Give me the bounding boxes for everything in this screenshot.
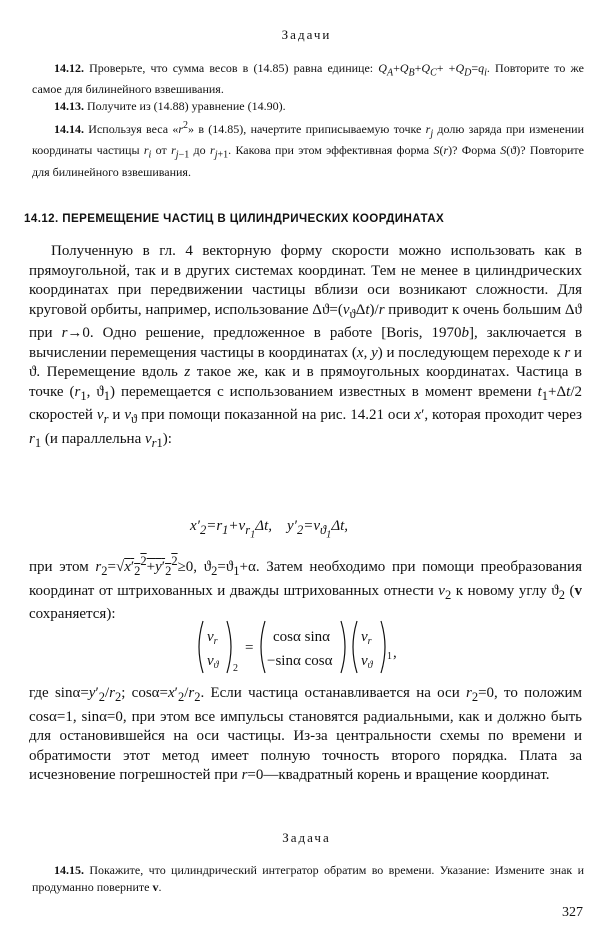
exercise-14-14: 14.14. Используя веса «$r^2$» в (14.85), начертите приписываемую точке $r_j$ долю заряда при изменении координаты частицы $r_i$ от $r_{j-1}$ до $r_{j+1}$. Какова при этом эффективная форма S(r)? Форма S(ϑ)? Повторите для билинейного взвешивания. <box>32 120 585 179</box>
svg-text:1: 1 <box>387 651 392 662</box>
svg-text:−sinα cosα: −sinα cosα <box>267 653 333 669</box>
body-paragraph-3: где $\sin\alpha=y'_2/r_2$; $\cos\alpha=x'_2/r_2$. Если частица останавливается на оси $r_2=0$, то положим cosα=1, sinα=0, при этом все импульсы становятся радиальными, как и должно быть для остановившейся на оси частицы. Из-за центральности схемы по времени и обратимости этот метод имеет полную точность второго порядка. Плата за исчезновение погрешностей при r=0—квадратный корень и вращение координат. <box>29 685 582 783</box>
exercise-14-12: 14.12. Проверьте, что сумма весов в (14.85) равна единице: $Q_A+Q_B+Q_C+ +Q_D=q_i$. Повторите то же самое для билинейного взвешивания. <box>32 61 584 97</box>
exercise-14-13: 14.13. Получите из (14.88) уравнение (14.90). <box>54 99 286 113</box>
svg-text:vϑ: $v_ϑ$ <box>207 653 219 671</box>
tasks-header: Задачи <box>281 27 332 42</box>
exercise-number: 14.15. <box>54 863 84 877</box>
svg-text:,: , <box>393 645 397 661</box>
svg-text:vr: $v_r$ <box>207 629 218 647</box>
svg-text:=: = <box>245 640 254 656</box>
svg-text:cosα sinα: cosα sinα <box>273 629 330 645</box>
body-paragraph-1: Полученную в гл. 4 векторную форму скорости можно использовать как в прямоугольной, так и в других системах координат. Тем не менее в цилиндрических координатах при передвижении частицы вблизи оси возникают сложности. Для круговой орбиты, например, использование $\Delta ϑ=(v_ϑ\Delta t)/r$ приводит к очень большим Δϑ при r→0. Одно решение, предложенное в работе [Boris, 1970b], заключается в вычислении перемещения частицы в координатах (x, y) и последующем переходе к r и ϑ. Перемещение вдоль z такое же, как и в прямоугольных координатах. Частица в точке ($r_1$, $ϑ_1$) перемещается с использованием известных в момент времени $t_1+\Delta t/2$ скоростей $v_r$ и $v_ϑ$ при помощи показанной на рис. 14.21 оси x′, которая проходит через $r_1$ (и параллельна $v_{r1}$): <box>29 243 582 450</box>
equation-displacement: $x'_2=r_1+v_{r_1}\Delta t$, $y'_2=v_{ϑ_1}\Delta t$, <box>190 518 349 541</box>
svg-text:vr: $v_r$ <box>361 629 372 647</box>
svg-text:2: 2 <box>233 663 238 674</box>
exercise-number: 14.12. <box>54 61 84 75</box>
rotation-matrix-equation <box>195 617 475 677</box>
body-paragraph-2: при этом $r_2=√x'_2^2+y'_2^2\ge 0$, $ϑ_2=ϑ_1+\alpha$. Затем необходимо при помощи преобразования координат от штрихованных и дважды штрихованных отнести $v_2$ к новому углу $ϑ_2$ (v сохраняется): <box>29 554 583 622</box>
section-title: 14.12. ПЕРЕМЕЩЕНИЕ ЧАСТИЦ В ЦИЛИНДРИЧЕСКИХ КООРДИНАТАХ <box>24 212 445 225</box>
task-header: Задача <box>282 830 331 845</box>
exercise-number: 14.13. <box>54 99 84 113</box>
exercise-number: 14.14. <box>54 122 84 136</box>
exercise-14-15: 14.15. Покажите, что цилиндрический интегратор обратим во времени. Указание: Измените знак и продуманно поверните v. <box>32 863 584 894</box>
svg-text:vϑ: $v_ϑ$ <box>361 653 373 671</box>
page-number: 327 <box>562 905 583 920</box>
